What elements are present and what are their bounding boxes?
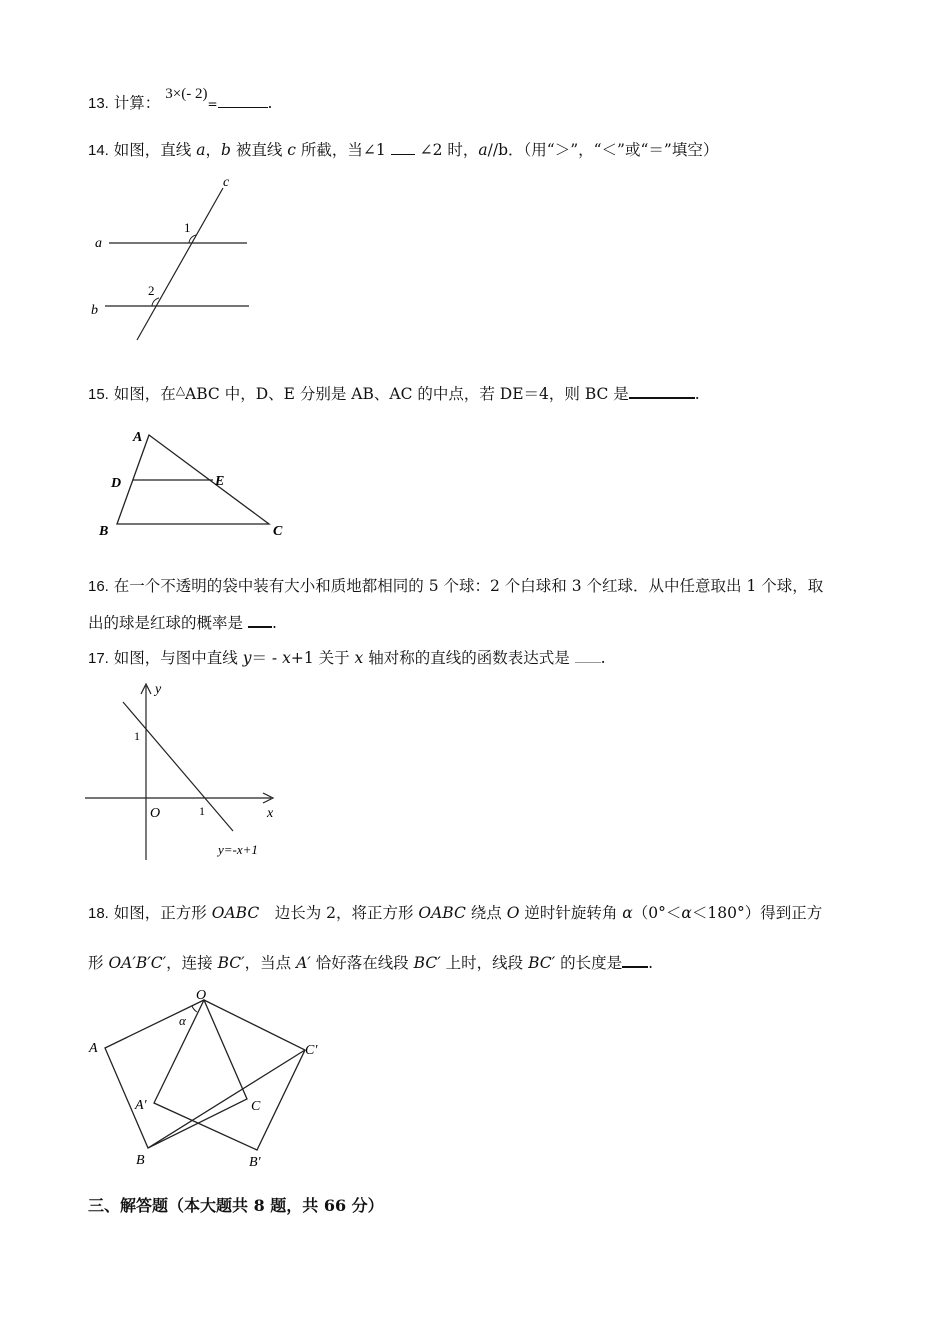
label-a: a xyxy=(95,236,102,251)
q15 xyxy=(88,383,700,405)
q15-answer-blank xyxy=(629,383,695,399)
q17 xyxy=(88,648,606,669)
q14-var-a2: a xyxy=(478,141,488,159)
q17-var-y: y xyxy=(242,649,252,667)
q18-text: 上时，线段 xyxy=(440,954,529,972)
q14-var-c: c xyxy=(287,141,296,159)
q14-sep: ， xyxy=(205,141,221,159)
q17-text: ＝ - xyxy=(251,649,283,667)
q18-answer-blank xyxy=(622,952,648,968)
q16-end: . xyxy=(271,614,277,632)
label-C: C xyxy=(251,1099,261,1114)
q18-line1 xyxy=(88,903,822,924)
q18-text: （0°＜ xyxy=(632,904,682,922)
q16-line2 xyxy=(88,612,277,633)
q18-text: 形 xyxy=(88,954,109,972)
q16-answer-blank xyxy=(248,612,272,628)
q14-text: 如图，直线 xyxy=(113,141,197,159)
label-origin: O xyxy=(150,806,161,821)
q13-answer-blank xyxy=(218,93,268,108)
q18-rotated-square: OA′B′C′ xyxy=(108,954,167,972)
q18-oabc: OABC xyxy=(211,904,260,922)
q15-end: . xyxy=(694,385,700,403)
label-D: D xyxy=(111,476,122,491)
q18-text: ，当点 xyxy=(244,954,297,972)
label-angle-1: 1 xyxy=(184,220,191,235)
q17-text: +1 关于 xyxy=(290,649,355,667)
q17-answer-blank xyxy=(575,648,601,663)
q13-expression: 3×(- 2) xyxy=(165,86,208,102)
q18-text: 的长度是 xyxy=(555,954,623,972)
q15-text: 如图，在 xyxy=(113,385,176,403)
q14-var-a: a xyxy=(196,141,206,159)
q14-text: 所截，当∠1 xyxy=(295,141,391,159)
q17-end: . xyxy=(600,649,606,667)
q16-text: 出的球是红球的概率是 xyxy=(88,614,244,632)
q13-equals: = xyxy=(207,97,218,111)
q14-text: 被直线 xyxy=(230,141,288,159)
angle-alpha-arc xyxy=(192,1006,197,1012)
q13-label: 计算： xyxy=(113,94,161,112)
q14-answer-blank xyxy=(391,140,415,155)
q15-text: ABC 中，D、E 分别是 AB、AC 的中点，若 DE＝4，则 BC 是 xyxy=(185,385,629,403)
line-c xyxy=(137,188,223,340)
q16-text: 在一个不透明的袋中装有大小和质地都相同的 5 个球：2 个白球和 3 个红球．从中任意取出 1 个球，取 xyxy=(113,577,824,595)
q13-number: 13. xyxy=(88,95,109,112)
q18-text: 逆时针旋转角 xyxy=(519,904,623,922)
q17-figure xyxy=(85,680,295,870)
label-A-prime: A′ xyxy=(135,1098,147,1113)
q17-text: 如图，与图中直线 xyxy=(113,649,243,667)
q18-figure xyxy=(85,982,345,1177)
label-alpha: α xyxy=(179,1013,186,1028)
q15-figure xyxy=(95,425,295,545)
q18-segment-bc: BC′ xyxy=(413,954,441,972)
q17-number: 17. xyxy=(88,650,109,667)
q18-end: . xyxy=(648,954,654,972)
q18-line2 xyxy=(88,952,653,973)
q18-segment-bc: BC′ xyxy=(217,954,245,972)
label-B: B xyxy=(136,1153,145,1168)
label-C-prime: C′ xyxy=(305,1043,318,1058)
q18-segment-bc: BC′ xyxy=(528,954,556,972)
q16-line1 xyxy=(88,576,823,597)
label-x: x xyxy=(267,806,274,821)
label-E: E xyxy=(215,474,225,489)
label-B-prime: B′ xyxy=(249,1155,261,1170)
label-y-1: 1 xyxy=(134,729,140,743)
section-3-heading: 三、解答题（本大题共 8 题，共 66 分） xyxy=(88,1196,384,1215)
label-y: y xyxy=(155,682,162,697)
triangle-symbol: △ xyxy=(175,383,186,397)
q18-text: ，连接 xyxy=(166,954,218,972)
q18-alpha: α xyxy=(681,904,692,922)
label-C: C xyxy=(273,524,283,539)
q18-text: 恰好落在线段 xyxy=(310,954,414,972)
label-b: b xyxy=(91,303,98,318)
label-angle-2: 2 xyxy=(148,283,155,298)
q17-var-x: x xyxy=(282,649,291,667)
square-oabc xyxy=(105,1000,247,1148)
q14-text: ∠2 时， xyxy=(414,141,479,159)
q14-text: //b．（用“＞”，“＜”或“＝”填空） xyxy=(487,141,719,159)
square-oa1b1c1 xyxy=(154,1000,305,1150)
q14-figure xyxy=(85,168,265,348)
label-A: A xyxy=(133,430,143,445)
label-x-1: 1 xyxy=(199,804,205,818)
line-y-neg-x-plus-1 xyxy=(123,702,233,831)
q14 xyxy=(88,140,718,161)
q18-number: 18. xyxy=(88,905,109,922)
q17-var-x2: x xyxy=(354,649,364,667)
q15-number: 15. xyxy=(88,386,109,403)
q14-number: 14. xyxy=(88,142,109,159)
q18-oabc: OABC xyxy=(418,904,466,922)
label-A: A xyxy=(89,1041,98,1056)
q16-number: 16. xyxy=(88,578,109,595)
q18-text: 边长为 2，将正方形 xyxy=(259,904,419,922)
q17-text: 轴对称的直线的函数表达式是 xyxy=(363,649,575,667)
label-c: c xyxy=(223,175,230,190)
q18-text: 如图，正方形 xyxy=(113,904,212,922)
q13 xyxy=(88,86,273,114)
q13-end: . xyxy=(267,94,273,112)
q18-alpha: α xyxy=(622,904,633,922)
label-O: O xyxy=(196,988,207,1003)
q18-text: 绕点 xyxy=(465,904,507,922)
q14-var-b: b xyxy=(221,141,231,159)
q18-text: ＜180°）得到正方 xyxy=(691,904,823,922)
q18-point-a1: A′ xyxy=(296,954,311,972)
label-B: B xyxy=(99,524,109,539)
q18-point-o: O xyxy=(506,904,520,922)
label-equation: y=-x+1 xyxy=(218,842,258,857)
